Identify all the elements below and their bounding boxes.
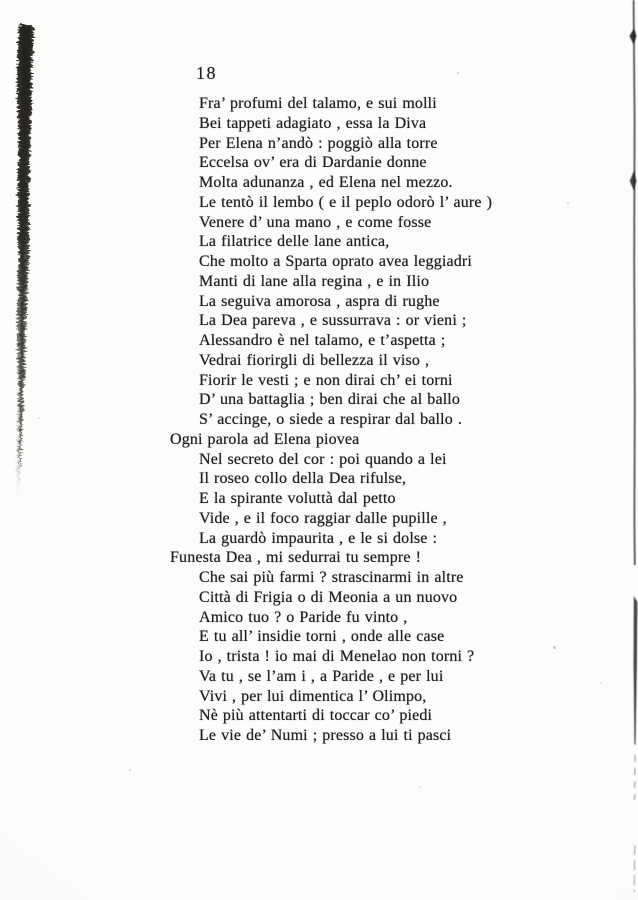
poem-line: Eccelsa ov’ era di Dardanie donne xyxy=(199,154,427,172)
poem-line: Nel secreto del cor : poi quando a lei xyxy=(199,450,447,468)
poem-line: D’ una battaglia ; ben dirai che al ballo xyxy=(199,391,461,409)
poem-line: Per Elena n’andò : poggiò alla torre xyxy=(199,134,438,152)
poem-line: Vedrai fiorirgli di bellezza il viso , xyxy=(199,351,430,369)
poem-line: Funesta Dea , mi sedurrai tu sempre ! xyxy=(170,549,422,567)
speck-icon xyxy=(600,682,602,684)
poem-line: Nè più attentarti di toccar co’ piedi xyxy=(199,707,433,725)
poem-line: Io , trista ! io mai di Menelao non torni ? xyxy=(199,648,475,665)
poem-line: Che sai più farmi ? strascinarmi in altre xyxy=(199,569,464,586)
page-edge-line-icon xyxy=(630,0,638,892)
speck-icon xyxy=(575,23,577,25)
poem-line: La filatrice delle lane antica, xyxy=(199,233,390,251)
poem-line: Fiorir le vesti ; e non dirai ch’ ei torni xyxy=(199,371,453,389)
poem-line: Molta adunanza , ed Elena nel mezzo. xyxy=(199,174,453,191)
page-number: 18 xyxy=(196,63,217,83)
poem-line: S’ accinge, o siede a respirar dal ballo . xyxy=(199,411,462,428)
poem-line: Venere d’ una mano , e come fosse xyxy=(199,213,432,231)
poem-text xyxy=(170,94,590,746)
speck-icon xyxy=(419,786,421,788)
poem-line: Vide , e il foco raggiar dalle pupille , xyxy=(199,509,447,527)
poem-line: Alessandro è nel talamo, e t’aspetta ; xyxy=(199,332,446,349)
poem-line: Le vie de’ Numi ; presso a lui ti pasci xyxy=(199,727,452,744)
poem-line: La Dea pareva , e sussurrava : or vieni ; xyxy=(199,312,467,330)
poem-line: Amico tuo ? o Paride fu vinto , xyxy=(199,608,408,626)
poem-line: Vivi , per lui dimentica l’ Olimpo, xyxy=(199,687,427,705)
poem-line: Bei tappeti adagiato , essa la Diva xyxy=(199,114,427,132)
speck-icon xyxy=(457,72,459,74)
speck-icon xyxy=(129,769,131,771)
poem-line: E tu all’ insidie torni , onde alle case xyxy=(199,628,445,646)
poem-line: Il roseo collo della Dea rifulse, xyxy=(199,470,407,488)
poem-line: Le tentò il lembo ( e il peplo odorò l’ aure ) xyxy=(199,193,493,211)
poem-line: Che molto a Sparta oprato avea leggiadri xyxy=(199,253,472,270)
poem-line: E la spirante voluttà dal petto xyxy=(199,490,396,507)
poem-line: La guardò impaurita , e le si dolse : xyxy=(199,529,438,547)
poem-line: Ogni parola ad Elena piovea xyxy=(170,430,360,448)
poem-line: Città di Frigia o di Meonia a un nuovo xyxy=(199,588,458,606)
binding-shadow-icon xyxy=(17,24,35,497)
poem-line: Manti di lane alla regina , e in Ilio xyxy=(199,272,430,290)
poem-line: Fra’ profumi del talamo, e sui molli xyxy=(199,95,437,112)
poem-line: Va tu , se l’am i , a Paride , e per lui xyxy=(199,667,444,685)
speck-icon xyxy=(38,417,40,419)
poem-line: La seguiva amorosa , aspra di rughe xyxy=(199,292,440,310)
